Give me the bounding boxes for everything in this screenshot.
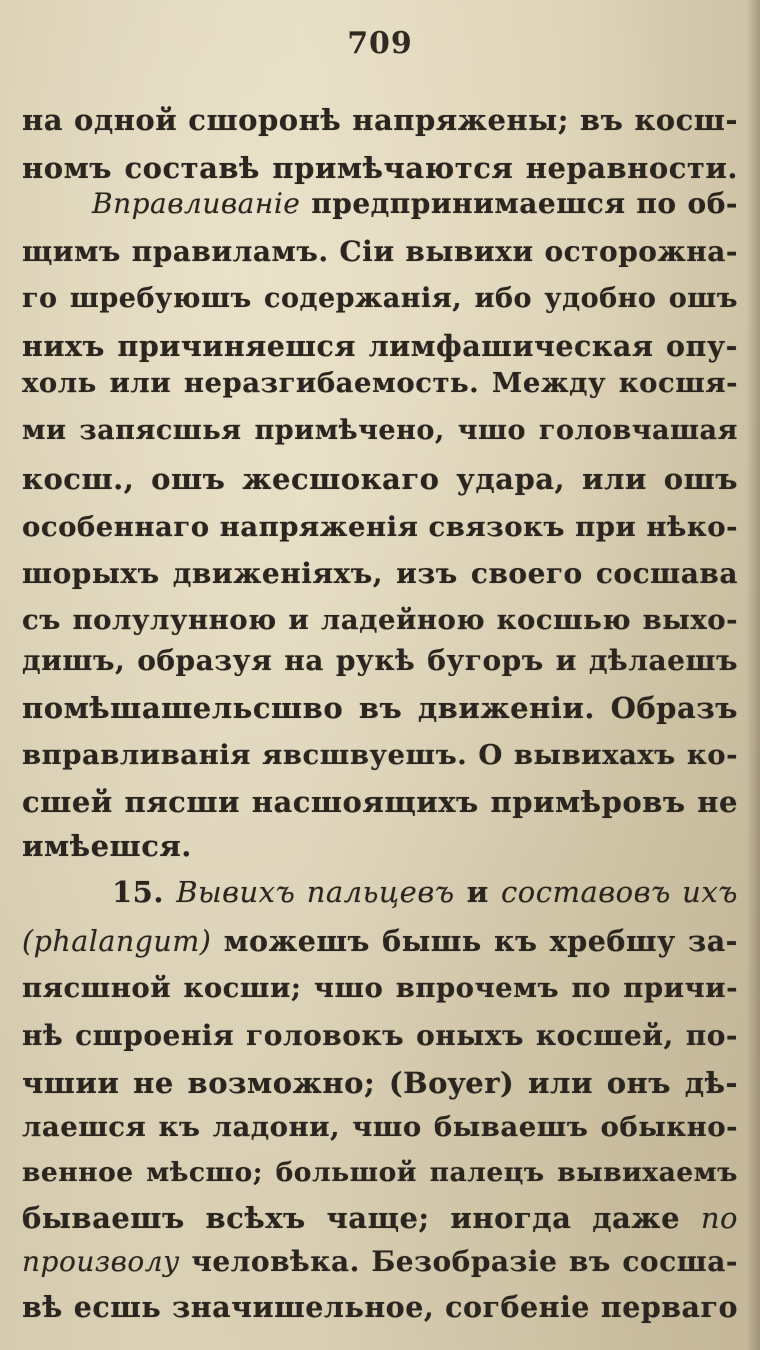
text-line-14 — [22, 684, 738, 732]
text-line-22 — [22, 1059, 738, 1107]
text-line-8 — [22, 407, 738, 455]
text-line-23 — [22, 1103, 738, 1151]
text-span: съ полулунною и ладейною косшью выхо- — [22, 604, 738, 636]
text-span: шорыхъ движеніяхъ, изъ своего сосшава — [22, 557, 738, 590]
text-line-26 — [22, 1238, 738, 1286]
text-line-4 — [22, 228, 738, 276]
text-span: щимъ правиламъ. Сіи вывихи осторожна- — [22, 235, 738, 268]
text-span: предпринимаешся по об- — [300, 187, 738, 220]
text-span: венное мѣсшо; большой палецъ вывихаемъ — [22, 1157, 738, 1188]
text-span: человѣка. Безобразіе въ сосша- — [179, 1245, 738, 1278]
text-span: 15. — [112, 875, 177, 909]
text-line-19 — [22, 917, 738, 965]
text-line-7 — [22, 359, 738, 407]
text-line-21 — [22, 1012, 738, 1060]
text-span: дишъ, образуя на рукѣ бугоръ и дѣлаешъ — [22, 644, 738, 677]
text-span: холь или неразгибаемость. Между косшя- — [22, 367, 738, 399]
text-line-17 — [22, 822, 738, 870]
italic-term: Вывихъ пальцевъ — [176, 875, 455, 909]
text-line-16 — [22, 778, 738, 826]
text-line-1 — [22, 96, 738, 144]
italic-term: (phalangum) — [22, 925, 212, 958]
text-line-15 — [22, 731, 738, 779]
text-line-20 — [22, 964, 738, 1012]
text-line-3 — [92, 180, 738, 228]
text-line-13 — [22, 637, 738, 685]
italic-term: Вправливаніе — [92, 187, 301, 220]
text-line-10 — [22, 503, 738, 551]
text-line-24 — [22, 1149, 738, 1197]
text-span: сшей пясши насшоящихъ примѣровъ не — [22, 785, 738, 819]
page-number: 709 — [347, 26, 413, 61]
text-span: номъ составѣ примѣчаются неравности. — [22, 151, 738, 185]
italic-term: составовъ ихъ — [501, 875, 739, 909]
text-span: чшии не возможно; (Boyer) или онъ дѣ- — [22, 1066, 738, 1100]
page-edge-shadow — [746, 0, 760, 1350]
text-span: ми запясшья примѣчено, чшо головчашая — [22, 415, 738, 446]
text-span: вѣ есшь значишельное, согбеніе перваго — [22, 1290, 738, 1324]
text-span: косш., ошъ жесшокаго удара, или ошъ — [22, 462, 738, 496]
text-span: можешъ бышь къ хребшу за- — [211, 924, 738, 958]
text-span: лаешся къ ладони, чшо бываешъ обыкно- — [22, 1111, 738, 1143]
text-span: нихъ причиняешся лимфашическая опу- — [22, 329, 738, 363]
text-line-18 — [112, 868, 738, 916]
text-span: го шребуюшъ содержанія, ибо удобно ошъ — [22, 283, 738, 314]
text-span: пясшной косши; чшо впрочемъ по причи- — [22, 972, 738, 1004]
text-span: нѣ сшроенія головокъ оныхъ косшей, по- — [22, 1019, 738, 1052]
text-span: особеннаго напряженія связокъ при нѣко- — [22, 511, 738, 543]
text-line-25 — [22, 1194, 738, 1242]
text-span: на одной сшоронѣ напряжены; въ косш- — [22, 103, 738, 137]
text-span: имѣешся. — [22, 829, 192, 863]
text-line-5 — [22, 275, 738, 323]
text-span: бываешъ всѣхъ чаще; иногда даже — [22, 1201, 701, 1235]
text-line-27 — [22, 1283, 738, 1331]
text-span: и — [454, 875, 502, 909]
text-span: помѣшашельсшво въ движеніи. Образъ — [22, 691, 738, 725]
italic-term: произволу — [22, 1245, 180, 1278]
italic-term: по — [700, 1201, 738, 1235]
text-span: вправливанія явсшвуешъ. О вывихахъ ко- — [22, 739, 738, 771]
text-line-9 — [22, 455, 738, 503]
text-line-11 — [22, 550, 738, 598]
